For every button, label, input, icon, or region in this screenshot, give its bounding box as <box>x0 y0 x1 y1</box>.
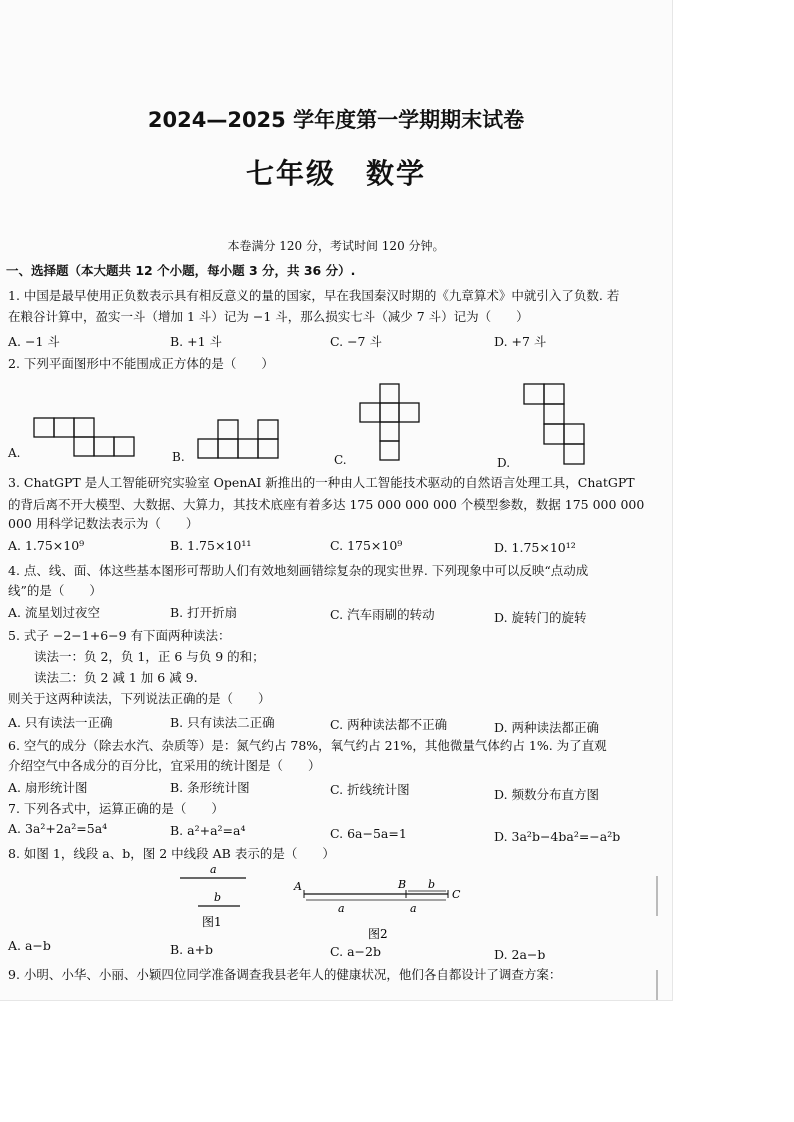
fig2-point-a: A <box>294 880 302 893</box>
q5-option-d: D. 两种读法都正确 <box>494 720 600 735</box>
q5-option-c: C. 两种读法都不正确 <box>330 717 448 732</box>
q3-option-d: D. 1.75×10¹² <box>494 540 576 555</box>
q7-option-d: D. 3a²b−4ba²=−a²b <box>494 829 621 844</box>
q5-question: 则关于这两种读法，下列说法正确的是（ ） <box>8 691 271 706</box>
q6-text-line1: 6. 空气的成分（除去水汽、杂质等）是：氮气约占 78%，氧气约占 21%，其他微量气体约占 1%. 为了直观 <box>8 738 607 753</box>
q5-option-a: A. 只有读法一正确 <box>8 715 113 730</box>
q6-text-line2: 介绍空气中各成分的百分比，宜采用的统计图是（ ） <box>8 758 321 773</box>
q1-option-b: B. +1 斗 <box>170 334 223 349</box>
fig2-caption: 图2 <box>368 927 388 941</box>
cube-net-b <box>196 418 280 460</box>
q6-option-c: C. 折线统计图 <box>330 782 410 797</box>
grade-label: 七年级 <box>245 157 336 190</box>
exam-title: 2024—2025 学年度第一学期期末试卷 <box>147 108 525 132</box>
q3-option-a: A. 1.75×10⁹ <box>8 538 85 553</box>
fig2-label-b: b <box>428 878 436 891</box>
q6-option-d: D. 频数分布直方图 <box>494 787 600 802</box>
fig2-label-a2: a <box>410 902 417 915</box>
q5-reading-two: 读法二：负 2 减 1 加 6 减 9. <box>34 670 198 685</box>
q1-option-a: A. −1 斗 <box>8 334 60 349</box>
q8-option-b: B. a+b <box>170 942 214 957</box>
q2-option-b: B. <box>172 450 185 464</box>
q1-option-d: D. +7 斗 <box>494 334 547 349</box>
q4-text-line1: 4. 点、线、面、体这些基本图形可帮助人们有效地刻画错综复杂的现实世界. 下列现象中可以反映“点动成 <box>8 563 589 578</box>
scan-edge-mark <box>656 876 658 916</box>
q1-text-line1: 1. 中国是最早使用正负数表示具有相反意义的量的国家，早在我国秦汉时期的《九章算术》中就引入了负数. 若 <box>8 288 620 303</box>
fig1-caption: 图1 <box>202 915 222 929</box>
subject-label: 数学 <box>366 157 427 190</box>
q4-option-b: B. 打开折扇 <box>170 605 238 620</box>
q2-stem: 2. 下列平面图形中不能围成正方体的是（ ） <box>8 356 274 371</box>
q6-option-a: A. 扇形统计图 <box>8 780 88 795</box>
fig2-point-c: C <box>452 888 461 901</box>
q4-option-a: A. 流星划过夜空 <box>8 605 100 620</box>
fig2-label-a1: a <box>338 902 345 915</box>
cube-net-a <box>32 416 136 458</box>
q1-text-line2: 在粮谷计算中，盈实一斗（增加 1 斗）记为 −1 斗，那么损实七斗（减少 7 斗）记为（ ） <box>8 309 529 324</box>
q2-option-a: A. <box>8 446 21 460</box>
q7-option-a: A. 3a²+2a²=5a⁴ <box>8 821 108 836</box>
fig2-point-b: B <box>398 878 407 891</box>
q4-text-line2: 线”的是（ ） <box>8 583 102 598</box>
scan-edge-mark <box>656 970 658 1000</box>
q8-option-a: A. a−b <box>8 938 51 953</box>
q9-stem: 9. 小明、小华、小丽、小颖四位同学准备调查我县老年人的健康状况，他们各自都设计了调查方案： <box>8 967 562 982</box>
q2-option-c: C. <box>334 453 347 467</box>
q4-option-d: D. 旋转门的旋转 <box>494 610 587 625</box>
fig1-label-b: b <box>214 891 222 904</box>
q7-stem: 7. 下列各式中，运算正确的是（ ） <box>8 801 224 816</box>
q7-option-c: C. 6a−5a=1 <box>330 826 407 841</box>
q6-option-b: B. 条形统计图 <box>170 780 250 795</box>
section-heading: 一、选择题（本大题共 12 个小题，每小题 3 分，共 36 分）. <box>6 263 356 278</box>
q8-option-c: C. a−2b <box>330 944 381 959</box>
q8-stem: 8. 如图 1，线段 a、b，图 2 中线段 AB 表示的是（ ） <box>8 846 335 861</box>
q3-text-line2: 的背后离不开大模型、大数据、大算力，其技术底座有着多达 175 000 000 000 个模型参数，数据 175 000 000 <box>8 497 645 512</box>
q3-text-line1: 3. ChatGPT 是人工智能研究实验室 OpenAI 新推出的一种由人工智能技术驱动的自然语言处理工具，ChatGPT <box>8 475 635 490</box>
q7-option-b: B. a²+a²=a⁴ <box>170 823 246 838</box>
cube-net-c <box>358 382 422 462</box>
q3-option-b: B. 1.75×10¹¹ <box>170 538 252 553</box>
q5-stem: 5. 式子 −2−1+6−9 有下面两种读法： <box>8 628 231 643</box>
q8-option-d: D. 2a−b <box>494 947 546 962</box>
cube-net-d <box>522 382 586 466</box>
q5-option-b: B. 只有读法二正确 <box>170 715 275 730</box>
fig1-label-a: a <box>210 863 217 876</box>
q2-option-d: D. <box>497 456 511 470</box>
q5-reading-one: 读法一：负 2，负 1，正 6 与负 9 的和； <box>34 649 265 664</box>
q3-option-c: C. 175×10⁹ <box>330 538 403 553</box>
q8-figure-1 <box>174 862 254 930</box>
q3-text-line3: 000 用科学记数法表示为（ ） <box>8 516 199 531</box>
q8-figure-2 <box>292 876 472 944</box>
exam-info: 本卷满分 120 分，考试时间 120 分钟。 <box>227 239 445 253</box>
grade-subject-title <box>0 152 672 192</box>
q4-option-c: C. 汽车雨刷的转动 <box>330 607 435 622</box>
q1-option-c: C. −7 斗 <box>330 334 382 349</box>
